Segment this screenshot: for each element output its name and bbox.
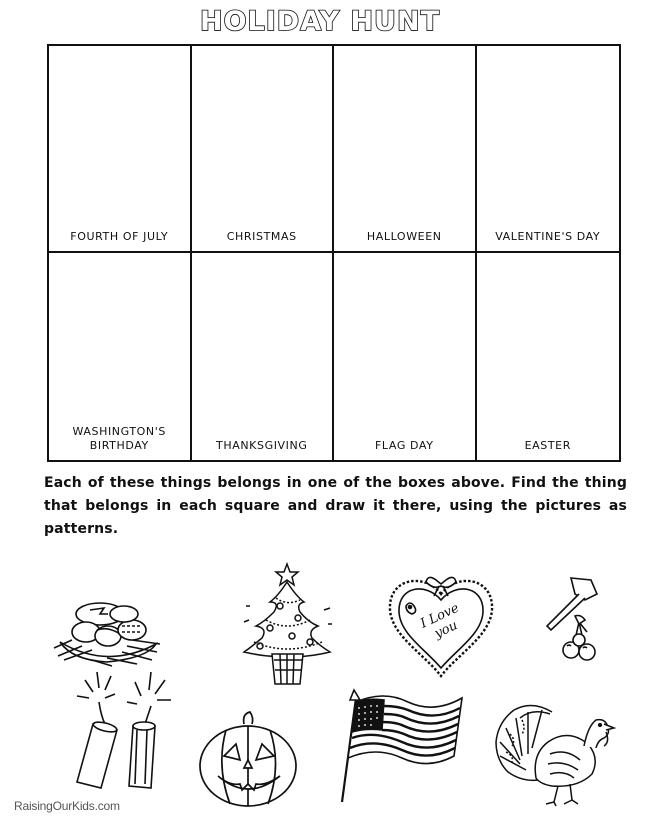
holiday-grid xyxy=(47,44,621,462)
box-label: FOURTH OF JULY xyxy=(70,230,169,243)
box-washingtons-birthday[interactable] xyxy=(49,253,192,460)
box-fourth-of-july[interactable] xyxy=(49,46,192,253)
box-label: WASHINGTON'S BIRTHDAY xyxy=(72,425,166,452)
box-label: FLAG DAY xyxy=(374,439,434,452)
page-title: HOLIDAY HUNT xyxy=(199,6,440,37)
american-flag-icon xyxy=(338,686,468,806)
box-easter[interactable] xyxy=(477,253,620,460)
box-flag-day[interactable] xyxy=(334,253,477,460)
christmas-tree-icon xyxy=(240,562,335,687)
box-label: EASTER xyxy=(524,439,571,452)
box-thanksgiving[interactable] xyxy=(192,253,335,460)
box-halloween[interactable] xyxy=(334,46,477,253)
turkey-icon xyxy=(492,698,617,808)
jack-o-lantern-icon xyxy=(196,710,301,810)
firecrackers-icon xyxy=(75,668,175,793)
site-footer: RaisingOurKids.com xyxy=(14,799,120,813)
box-valentines-day[interactable] xyxy=(477,46,620,253)
valentine-heart-text: I Love you xyxy=(418,600,462,642)
hatchet-cherries-icon xyxy=(545,574,615,674)
box-label: CHRISTMAS xyxy=(226,230,297,243)
instructions-text: Each of these things belongs in one of the boxes above. Find the thing that belongs in each square and draw it there, using the pictures as patterns. xyxy=(44,475,627,537)
valentine-heart-icon xyxy=(384,572,499,680)
box-label: VALENTINE'S DAY xyxy=(495,230,601,243)
easter-eggs-nest-icon xyxy=(52,600,162,670)
box-label: THANKSGIVING xyxy=(216,439,308,452)
box-label: HALLOWEEN xyxy=(366,230,442,243)
box-christmas[interactable] xyxy=(192,46,335,253)
